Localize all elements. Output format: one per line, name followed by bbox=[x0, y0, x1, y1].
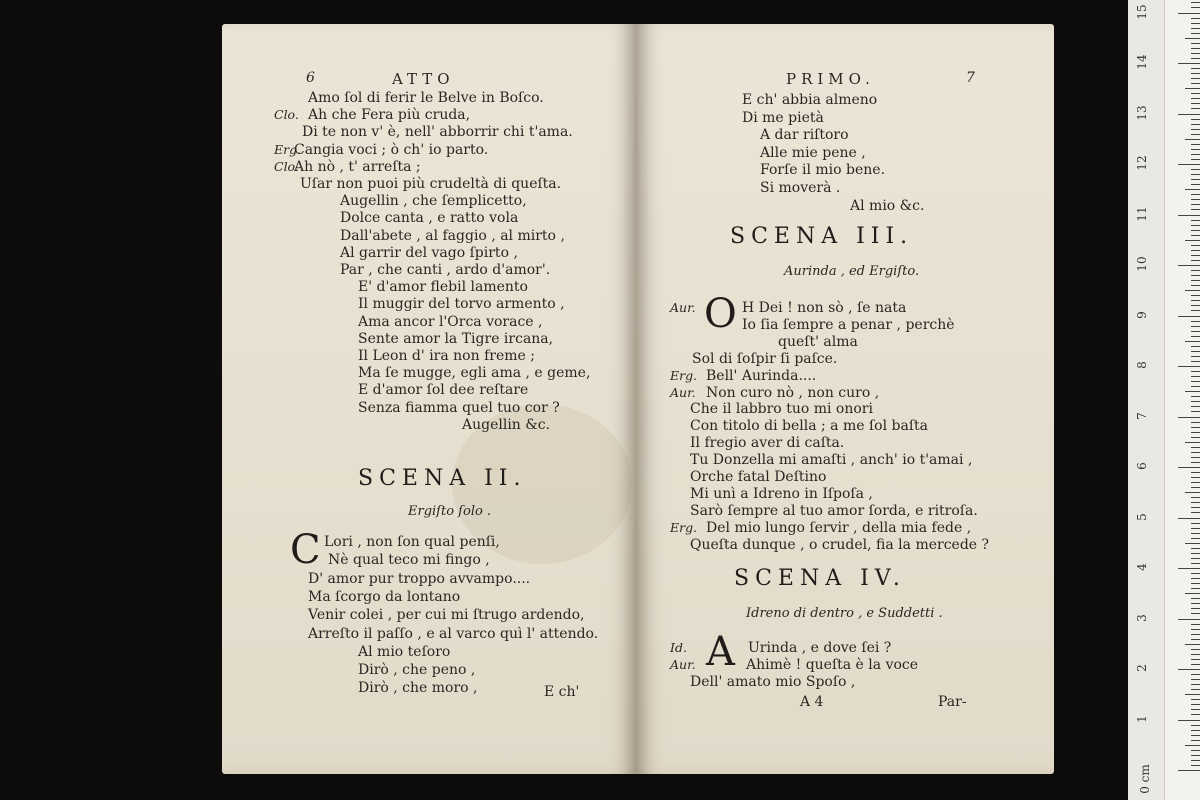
ruler-tick bbox=[1191, 351, 1200, 352]
verse-line: Lori , non ſon qual penſi, bbox=[324, 534, 500, 550]
verse-line: Urinda , e dove ſei ? bbox=[748, 640, 892, 656]
running-head: PRIMO. bbox=[786, 70, 875, 88]
verse-line: Forſe il mio bene. bbox=[760, 162, 886, 179]
ruler-tick bbox=[1191, 18, 1200, 19]
ruler-tick bbox=[1191, 169, 1200, 170]
ruler-tick bbox=[1178, 568, 1200, 569]
ruler-number: 13 bbox=[1135, 104, 1149, 121]
verse-line: Nè qual teco mi fingo , bbox=[328, 552, 490, 569]
ruler-tick bbox=[1191, 472, 1200, 473]
ruler-number: 4 bbox=[1135, 563, 1149, 571]
ruler-tick bbox=[1191, 245, 1200, 246]
ruler-tick bbox=[1191, 356, 1200, 357]
drop-cap: C bbox=[290, 527, 321, 573]
verse-line: Cangia voci ; ò ch' io parto. bbox=[294, 141, 489, 158]
ruler-tick bbox=[1191, 144, 1200, 145]
ruler-tick bbox=[1191, 28, 1200, 29]
ruler-tick bbox=[1178, 669, 1200, 670]
ruler-tick bbox=[1191, 624, 1200, 625]
verse-line: A dar riſtoro bbox=[760, 127, 849, 144]
ruler-tick bbox=[1191, 346, 1200, 347]
verse-line: Ah nò , t' arreſta ; bbox=[294, 158, 421, 175]
ruler-tick bbox=[1191, 725, 1200, 726]
verse-line: Non curo nò , non curo , bbox=[706, 384, 880, 401]
speaker-label: Id. bbox=[670, 640, 687, 655]
verse-line: Queſta dunque , o crudel, fia la mercede ? bbox=[690, 536, 990, 553]
verse-line: Al mio &c. bbox=[850, 197, 925, 214]
page-number: 7 bbox=[966, 70, 975, 86]
ruler-tick bbox=[1191, 755, 1200, 756]
ruler-tick bbox=[1178, 63, 1200, 64]
ruler-tick bbox=[1185, 38, 1200, 39]
ruler-tick bbox=[1191, 179, 1200, 180]
ruler-tick bbox=[1191, 533, 1200, 534]
ruler-number: 15 bbox=[1135, 3, 1149, 20]
verse-line: Ahimè ! queſta è la voce bbox=[746, 657, 919, 673]
verse-line: Augellin , che ſemplicetto, bbox=[340, 193, 527, 210]
ruler-number: 6 bbox=[1135, 462, 1149, 470]
ruler-tick bbox=[1191, 300, 1200, 301]
ruler-tick bbox=[1191, 553, 1200, 554]
ruler-tick bbox=[1178, 417, 1200, 418]
ruler-tick bbox=[1191, 401, 1200, 402]
ruler-tick bbox=[1178, 316, 1200, 317]
verse-line: Ah che Fera più cruda, bbox=[308, 107, 471, 124]
ruler-number: 12 bbox=[1135, 155, 1149, 171]
ruler-tick bbox=[1191, 740, 1200, 741]
ruler-tick bbox=[1191, 275, 1200, 276]
speaker-label: Erg. bbox=[274, 141, 302, 157]
right-page bbox=[636, 24, 1054, 774]
ruler-tick bbox=[1191, 427, 1200, 428]
ruler-tick bbox=[1191, 326, 1200, 327]
ruler-tick bbox=[1178, 215, 1200, 216]
ruler-tick bbox=[1191, 765, 1200, 766]
ruler-tick bbox=[1178, 770, 1200, 771]
verse-line: Dall'abete , al faggio , al mirto , bbox=[340, 227, 565, 244]
ruler-tick bbox=[1185, 442, 1200, 443]
ruler-tick bbox=[1191, 260, 1200, 261]
ruler-tick bbox=[1191, 714, 1200, 715]
speaker-label: Clo. bbox=[274, 107, 299, 123]
verse-line: Mi unì a Idreno in Iſpoſa , bbox=[690, 485, 873, 502]
verse-line: E' d'amor flebil lamento bbox=[358, 279, 528, 296]
speaker-label: Aur. bbox=[670, 384, 696, 400]
verse-line: Il muggir del torvo armento , bbox=[358, 296, 565, 313]
scene-subtitle: Aurinda , ed Ergiſto. bbox=[784, 264, 920, 279]
running-head: ATTO bbox=[392, 70, 455, 88]
ruler-tick bbox=[1191, 98, 1200, 99]
ruler-tick bbox=[1178, 366, 1200, 367]
ruler-tick bbox=[1191, 280, 1200, 281]
ruler-tick bbox=[1191, 664, 1200, 665]
scene-title: SCENA IV. bbox=[734, 566, 906, 591]
ruler-tick bbox=[1185, 543, 1200, 544]
ruler-tick bbox=[1191, 129, 1200, 130]
ruler-tick bbox=[1191, 735, 1200, 736]
speaker-label: Clo. bbox=[274, 158, 299, 174]
ruler-tick bbox=[1191, 608, 1200, 609]
scene-subtitle: Ergiſto ſolo . bbox=[408, 504, 492, 519]
ruler-number: 1 bbox=[1135, 714, 1149, 723]
ruler-tick bbox=[1191, 386, 1200, 387]
ruler-tick bbox=[1178, 13, 1200, 14]
ruler-tick bbox=[1191, 225, 1200, 226]
ruler-tick bbox=[1191, 704, 1200, 705]
verse-line: Ma ſcorgo da lontano bbox=[308, 588, 461, 605]
ruler-tick bbox=[1191, 255, 1200, 256]
ruler-tick bbox=[1191, 396, 1200, 397]
ruler-tick bbox=[1191, 613, 1200, 614]
scene-subtitle: Idreno di dentro , e Suddetti . bbox=[746, 606, 943, 621]
ruler-number: 2 bbox=[1135, 664, 1149, 672]
ruler-number: 7 bbox=[1135, 411, 1149, 420]
ruler-tick bbox=[1185, 745, 1200, 746]
scene-title: SCENA III. bbox=[730, 224, 914, 249]
ruler-tick bbox=[1191, 159, 1200, 160]
ruler-tick bbox=[1185, 492, 1200, 493]
ruler-tick bbox=[1191, 23, 1200, 24]
ruler-tick bbox=[1191, 58, 1200, 59]
open-book bbox=[222, 24, 1058, 780]
verse-line: Senza fiamma quel tuo cor ? bbox=[358, 399, 560, 416]
drop-cap: O bbox=[704, 291, 737, 337]
verse-line: Dolce canta , e ratto vola bbox=[340, 210, 519, 227]
ruler-tick bbox=[1191, 53, 1200, 54]
verse-line: Ma ſe mugge, egli ama , e geme, bbox=[358, 365, 591, 382]
verse-line: Di te non v' è, nell' abborrir chi t'ama. bbox=[302, 124, 573, 141]
ruler-tick bbox=[1191, 432, 1200, 433]
ruler-tick bbox=[1191, 573, 1200, 574]
verse-line: Al garrir del vago ſpirto , bbox=[340, 244, 518, 261]
ruler-tick bbox=[1191, 750, 1200, 751]
verse-line: Che il labbro tuo mi onori bbox=[690, 401, 873, 418]
ruler-tick bbox=[1185, 240, 1200, 241]
ruler-tick bbox=[1191, 659, 1200, 660]
ruler-tick bbox=[1191, 270, 1200, 271]
ruler-tick bbox=[1191, 321, 1200, 322]
scene-title: SCENA II. bbox=[358, 466, 527, 491]
verse-line: Augellin &c. bbox=[462, 416, 551, 433]
ruler-tick bbox=[1178, 720, 1200, 721]
ruler-tick bbox=[1191, 452, 1200, 453]
verse-line: Il fregio aver di caſta. bbox=[690, 435, 845, 452]
ruler-tick bbox=[1191, 376, 1200, 377]
verse-line: Con titolo di bella ; a me ſol baſta bbox=[690, 418, 928, 435]
ruler-tick bbox=[1191, 184, 1200, 185]
ruler-tick bbox=[1191, 437, 1200, 438]
verse-line: H Dei ! non sò , ſe nata bbox=[742, 300, 907, 316]
measurement-ruler bbox=[1128, 0, 1200, 800]
ruler-tick bbox=[1178, 467, 1200, 468]
ruler-tick bbox=[1191, 78, 1200, 79]
page-number: 6 bbox=[306, 70, 315, 86]
ruler-tick bbox=[1191, 497, 1200, 498]
ruler-tick bbox=[1185, 644, 1200, 645]
ruler-tick bbox=[1191, 93, 1200, 94]
ruler-tick bbox=[1191, 199, 1200, 200]
verse-line: Venir colei , per cui mi ſtrugo ardendo, bbox=[308, 607, 585, 624]
verse-line: Al mio teſoro bbox=[358, 643, 451, 660]
ruler-number: 8 bbox=[1135, 361, 1149, 369]
ruler-tick bbox=[1191, 502, 1200, 503]
ruler-number: 5 bbox=[1135, 512, 1149, 521]
left-page bbox=[222, 24, 636, 774]
verse-line: Amo ſol di ferir le Belve in Boſco. bbox=[308, 90, 544, 106]
ruler-tick bbox=[1191, 174, 1200, 175]
ruler-tick bbox=[1185, 290, 1200, 291]
catchword: Par- bbox=[938, 694, 967, 710]
ruler-tick bbox=[1191, 204, 1200, 205]
speaker-label: Aur. bbox=[670, 657, 696, 672]
ruler-tick bbox=[1191, 235, 1200, 236]
ruler-tick bbox=[1185, 694, 1200, 695]
ruler-tick bbox=[1191, 730, 1200, 731]
ruler-tick bbox=[1191, 462, 1200, 463]
verse-line: Sarò ſempre al tuo amor ſorda, e ritroſa. bbox=[690, 502, 978, 519]
ruler-tick bbox=[1191, 406, 1200, 407]
ruler-tick bbox=[1191, 209, 1200, 210]
drop-cap: A bbox=[706, 629, 735, 675]
ruler-tick bbox=[1191, 689, 1200, 690]
ruler-tick bbox=[1191, 371, 1200, 372]
ruler-tick bbox=[1191, 381, 1200, 382]
ruler-tick bbox=[1191, 482, 1200, 483]
ruler-tick bbox=[1191, 639, 1200, 640]
verse-line: Del mio lungo ſervir , della mia fede , bbox=[706, 519, 972, 536]
ruler-tick bbox=[1191, 487, 1200, 488]
signature-mark: A 4 bbox=[800, 694, 824, 710]
verse-line: Il Leon d' ira non freme ; bbox=[358, 348, 535, 364]
ruler-tick bbox=[1191, 684, 1200, 685]
ruler-tick bbox=[1191, 149, 1200, 150]
ruler-tick bbox=[1191, 154, 1200, 155]
ruler-tick bbox=[1178, 164, 1200, 165]
ruler-number: 10 bbox=[1135, 256, 1149, 272]
ruler-tick bbox=[1191, 108, 1200, 109]
ruler-tick bbox=[1191, 558, 1200, 559]
ruler-tick bbox=[1178, 619, 1200, 620]
ruler-tick bbox=[1191, 523, 1200, 524]
ruler-tick bbox=[1191, 512, 1200, 513]
ruler-tick bbox=[1191, 295, 1200, 296]
ruler-tick bbox=[1191, 507, 1200, 508]
ruler-tick bbox=[1191, 649, 1200, 650]
ruler-number: 14 bbox=[1135, 54, 1149, 70]
ruler-tick bbox=[1191, 760, 1200, 761]
verse-line: Orche fatal Deſtino bbox=[690, 469, 827, 485]
catchword: E ch' bbox=[544, 684, 580, 700]
ruler-tick bbox=[1191, 68, 1200, 69]
ruler-tick bbox=[1191, 598, 1200, 599]
verse-line: Dirò , che moro , bbox=[358, 680, 478, 697]
ruler-tick bbox=[1191, 134, 1200, 135]
verse-line: Dirò , che peno , bbox=[358, 662, 476, 679]
verse-line: Di me pietà bbox=[742, 109, 824, 126]
speaker-label: Aur. bbox=[670, 300, 696, 315]
ruler-tick bbox=[1191, 709, 1200, 710]
ruler-tick bbox=[1191, 230, 1200, 231]
ruler-tick bbox=[1191, 457, 1200, 458]
speaker-label: Erg. bbox=[670, 367, 698, 383]
ruler-tick bbox=[1191, 2, 1200, 3]
ruler-tick bbox=[1191, 654, 1200, 655]
ruler-tick bbox=[1185, 189, 1200, 190]
ruler-tick bbox=[1191, 578, 1200, 579]
ruler-tick bbox=[1191, 73, 1200, 74]
ruler-tick bbox=[1178, 518, 1200, 519]
ruler-tick bbox=[1191, 629, 1200, 630]
ruler-tick bbox=[1191, 250, 1200, 251]
ruler-number: 3 bbox=[1135, 613, 1149, 622]
verse-line: Uſar non puoi più crudeltà di queſta. bbox=[300, 176, 562, 192]
ruler-tick bbox=[1191, 124, 1200, 125]
ruler-tick bbox=[1191, 119, 1200, 120]
ruler-unit-label: 0 cm bbox=[1138, 764, 1152, 794]
ruler-tick bbox=[1191, 33, 1200, 34]
ruler-tick bbox=[1191, 588, 1200, 589]
verse-line: E ch' abbia almeno bbox=[742, 92, 878, 108]
ruler-tick bbox=[1191, 528, 1200, 529]
verse-line: Ama ancor l'Orca vorace , bbox=[358, 313, 543, 330]
verse-line: Io ſia ſempre a penar , perchè bbox=[742, 316, 955, 333]
ruler-tick bbox=[1191, 411, 1200, 412]
ruler-tick bbox=[1191, 285, 1200, 286]
ruler-tick bbox=[1191, 634, 1200, 635]
ruler-tick bbox=[1185, 88, 1200, 89]
verse-line: Tu Donzella mi amaſti , anch' io t'amai , bbox=[690, 452, 973, 469]
verse-line: queſt' alma bbox=[778, 333, 858, 350]
verse-line: Si moverà . bbox=[760, 180, 841, 196]
ruler-tick bbox=[1191, 674, 1200, 675]
ruler-tick bbox=[1191, 447, 1200, 448]
verse-line: Arreſto il paſſo , e al varco quì l' attendo. bbox=[308, 625, 599, 642]
ruler-number: 11 bbox=[1135, 205, 1149, 222]
verse-line: E d'amor ſol dee reſtare bbox=[358, 382, 529, 399]
verse-line: Sol di ſoſpir ſi paſce. bbox=[692, 350, 838, 367]
ruler-tick bbox=[1185, 341, 1200, 342]
verse-line: Dell' amato mio Spoſo , bbox=[690, 674, 856, 690]
ruler-tick bbox=[1191, 220, 1200, 221]
verse-line: D' amor pur troppo avvampo.... bbox=[308, 570, 531, 587]
ruler-tick bbox=[1191, 361, 1200, 362]
ruler-tick bbox=[1191, 603, 1200, 604]
verse-line: Sente amor la Tigre ircana, bbox=[358, 330, 554, 347]
ruler-tick bbox=[1191, 83, 1200, 84]
speaker-label: Erg. bbox=[670, 519, 698, 535]
ruler-tick bbox=[1191, 336, 1200, 337]
ruler-tick bbox=[1178, 265, 1200, 266]
ruler-tick bbox=[1191, 194, 1200, 195]
ruler-tick bbox=[1191, 679, 1200, 680]
ruler-tick bbox=[1191, 548, 1200, 549]
ruler-tick bbox=[1178, 114, 1200, 115]
ruler-tick bbox=[1191, 538, 1200, 539]
ruler-number: 9 bbox=[1135, 310, 1149, 319]
ruler-tick bbox=[1185, 139, 1200, 140]
ruler-tick bbox=[1191, 583, 1200, 584]
verse-line: Bell' Aurinda.... bbox=[706, 367, 817, 384]
verse-line: Par , che canti , ardo d'amor'. bbox=[340, 262, 551, 278]
ruler-tick bbox=[1185, 391, 1200, 392]
ruler-tick bbox=[1191, 477, 1200, 478]
ruler-tick bbox=[1191, 305, 1200, 306]
ruler-tick bbox=[1191, 103, 1200, 104]
ruler-tick bbox=[1191, 422, 1200, 423]
verse-line: Alle mie pene , bbox=[760, 144, 866, 161]
ruler-tick bbox=[1191, 48, 1200, 49]
ruler-tick bbox=[1191, 563, 1200, 564]
ruler-tick bbox=[1191, 310, 1200, 311]
ruler-tick bbox=[1191, 7, 1200, 8]
ruler-tick bbox=[1185, 593, 1200, 594]
ruler-tick bbox=[1191, 331, 1200, 332]
ruler-tick bbox=[1191, 699, 1200, 700]
ruler-tick bbox=[1191, 43, 1200, 44]
